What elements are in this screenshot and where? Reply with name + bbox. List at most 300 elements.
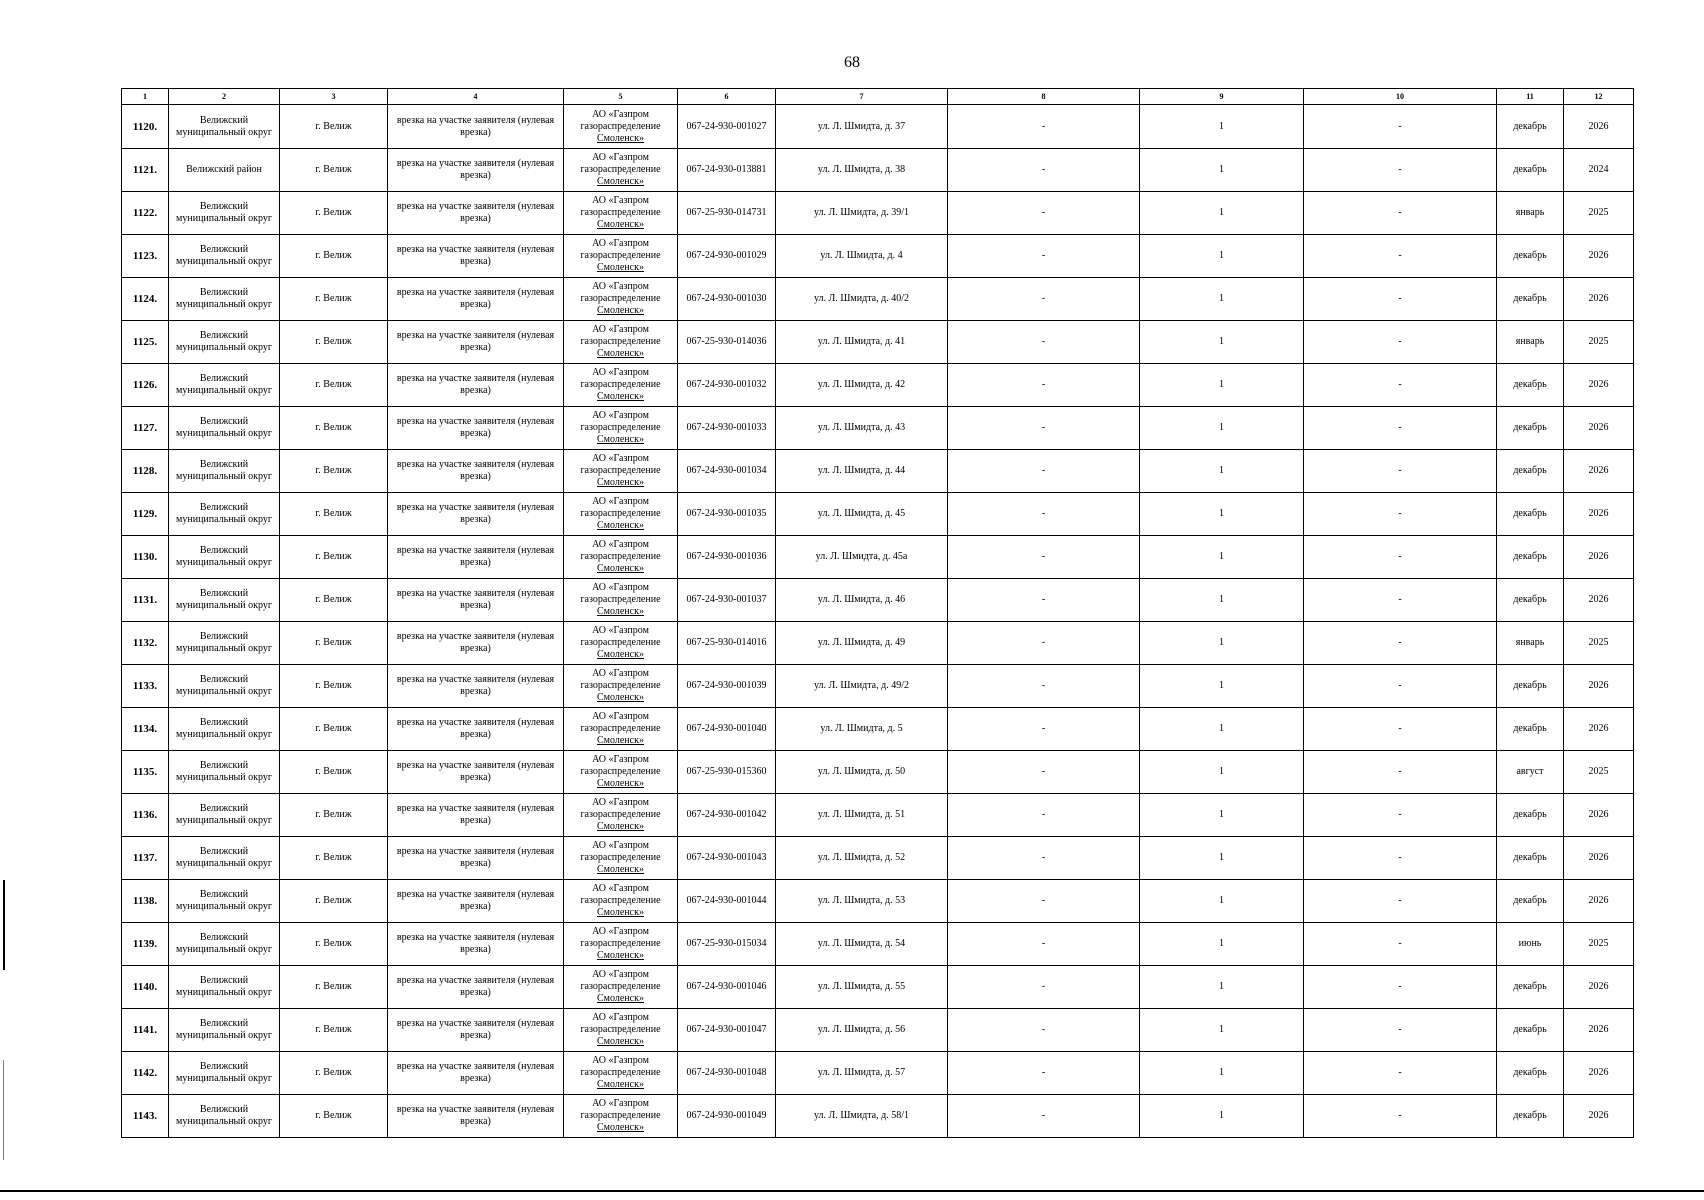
- application-code-cell: 067-24-930-001049: [678, 1095, 776, 1138]
- month-cell: декабрь: [1497, 364, 1564, 407]
- address-cell: ул. Л. Шмидта, д. 54: [776, 923, 948, 966]
- address-cell: ул. Л. Шмидта, д. 43: [776, 407, 948, 450]
- organization-cell: [564, 407, 678, 450]
- organization-cell: [564, 278, 678, 321]
- organization-branch: Смоленск»: [597, 305, 644, 316]
- column-9-value-cell: 1: [1140, 407, 1304, 450]
- settlement-cell: г. Велиж: [280, 278, 388, 321]
- column-9-value-cell: 1: [1140, 579, 1304, 622]
- column-9-value-cell: 1: [1140, 751, 1304, 794]
- settlement-cell: г. Велиж: [280, 880, 388, 923]
- row-number-cell: 1132.: [122, 622, 169, 665]
- work-type-cell: врезка на участке заявителя (нулевая врезка): [388, 192, 564, 235]
- column-10-value-cell: -: [1304, 622, 1497, 665]
- table-row: [122, 493, 1634, 536]
- settlement-cell: г. Велиж: [280, 235, 388, 278]
- year-cell: 2026: [1564, 1052, 1634, 1095]
- work-type-cell: врезка на участке заявителя (нулевая врезка): [388, 923, 564, 966]
- header-cell: 3: [280, 89, 388, 105]
- header-cell: 4: [388, 89, 564, 105]
- application-code-cell: 067-24-930-001040: [678, 708, 776, 751]
- organization-branch: Смоленск»: [597, 262, 644, 273]
- column-9-value-cell: 1: [1140, 149, 1304, 192]
- organization-cell: [564, 708, 678, 751]
- column-9-value-cell: 1: [1140, 966, 1304, 1009]
- application-code-cell: 067-24-930-001042: [678, 794, 776, 837]
- column-8-value-cell: -: [948, 880, 1140, 923]
- address-cell: ул. Л. Шмидта, д. 58/1: [776, 1095, 948, 1138]
- column-10-value-cell: -: [1304, 880, 1497, 923]
- table-row: [122, 837, 1634, 880]
- district-name-cell: Велижский муниципальный округ: [169, 622, 280, 665]
- column-10-value-cell: -: [1304, 192, 1497, 235]
- year-cell: 2026: [1564, 407, 1634, 450]
- organization-name: АО «Газпром газораспределение: [580, 797, 661, 820]
- work-type-cell: врезка на участке заявителя (нулевая врезка): [388, 1095, 564, 1138]
- organization-cell: [564, 493, 678, 536]
- district-name-cell: Велижский район: [169, 149, 280, 192]
- address-cell: ул. Л. Шмидта, д. 42: [776, 364, 948, 407]
- column-9-value-cell: 1: [1140, 622, 1304, 665]
- organization-cell: [564, 622, 678, 665]
- address-cell: ул. Л. Шмидта, д. 51: [776, 794, 948, 837]
- application-code-cell: 067-24-930-001029: [678, 235, 776, 278]
- row-number-cell: 1136.: [122, 794, 169, 837]
- settlement-cell: г. Велиж: [280, 751, 388, 794]
- column-8-value-cell: -: [948, 235, 1140, 278]
- application-code-cell: 067-24-930-001044: [678, 880, 776, 923]
- address-cell: ул. Л. Шмидта, д. 55: [776, 966, 948, 1009]
- year-cell: 2026: [1564, 493, 1634, 536]
- column-9-value-cell: 1: [1140, 450, 1304, 493]
- organization-name: АО «Газпром газораспределение: [580, 711, 661, 734]
- district-name-cell: Велижский муниципальный округ: [169, 192, 280, 235]
- month-cell: декабрь: [1497, 708, 1564, 751]
- month-cell: декабрь: [1497, 536, 1564, 579]
- work-type-cell: врезка на участке заявителя (нулевая врезка): [388, 665, 564, 708]
- organization-cell: [564, 149, 678, 192]
- district-name-cell: Велижский муниципальный округ: [169, 1052, 280, 1095]
- month-cell: декабрь: [1497, 278, 1564, 321]
- table-row: [122, 105, 1634, 149]
- organization-name: АО «Газпром газораспределение: [580, 969, 661, 992]
- settlement-cell: г. Велиж: [280, 579, 388, 622]
- month-cell: декабрь: [1497, 880, 1564, 923]
- column-8-value-cell: -: [948, 837, 1140, 880]
- table-row: [122, 1052, 1634, 1095]
- year-cell: 2026: [1564, 235, 1634, 278]
- work-type-cell: врезка на участке заявителя (нулевая врезка): [388, 149, 564, 192]
- district-name-cell: Велижский муниципальный округ: [169, 407, 280, 450]
- row-number-cell: 1121.: [122, 149, 169, 192]
- work-type-cell: врезка на участке заявителя (нулевая врезка): [388, 321, 564, 364]
- column-8-value-cell: -: [948, 364, 1140, 407]
- organization-branch: Смоленск»: [597, 735, 644, 746]
- column-9-value-cell: 1: [1140, 1052, 1304, 1095]
- year-cell: 2026: [1564, 579, 1634, 622]
- district-name-cell: Велижский муниципальный округ: [169, 105, 280, 149]
- organization-name: АО «Газпром газораспределение: [580, 539, 661, 562]
- organization-name: АО «Газпром газораспределение: [580, 1012, 661, 1035]
- organization-name: АО «Газпром газораспределение: [580, 840, 661, 863]
- district-name-cell: Велижский муниципальный округ: [169, 966, 280, 1009]
- table-row: [122, 966, 1634, 1009]
- table-row: [122, 450, 1634, 493]
- organization-name: АО «Газпром газораспределение: [580, 324, 661, 347]
- header-cell: 6: [678, 89, 776, 105]
- settlement-cell: г. Велиж: [280, 837, 388, 880]
- year-cell: 2026: [1564, 450, 1634, 493]
- month-cell: декабрь: [1497, 665, 1564, 708]
- year-cell: 2026: [1564, 536, 1634, 579]
- address-cell: ул. Л. Шмидта, д. 40/2: [776, 278, 948, 321]
- work-type-cell: врезка на участке заявителя (нулевая врезка): [388, 708, 564, 751]
- gas-connection-register-table: [121, 88, 1634, 1138]
- column-8-value-cell: -: [948, 407, 1140, 450]
- table-row: [122, 407, 1634, 450]
- organization-branch: Смоленск»: [597, 563, 644, 574]
- organization-cell: [564, 1052, 678, 1095]
- column-8-value-cell: -: [948, 751, 1140, 794]
- column-8-value-cell: -: [948, 579, 1140, 622]
- address-cell: ул. Л. Шмидта, д. 52: [776, 837, 948, 880]
- district-name-cell: Велижский муниципальный округ: [169, 794, 280, 837]
- row-number-cell: 1131.: [122, 579, 169, 622]
- table-row: [122, 708, 1634, 751]
- settlement-cell: г. Велиж: [280, 450, 388, 493]
- address-cell: ул. Л. Шмидта, д. 41: [776, 321, 948, 364]
- column-9-value-cell: 1: [1140, 923, 1304, 966]
- organization-name: АО «Газпром газораспределение: [580, 668, 661, 691]
- application-code-cell: 067-24-930-001039: [678, 665, 776, 708]
- organization-cell: [564, 364, 678, 407]
- table-row: [122, 536, 1634, 579]
- application-code-cell: 067-24-930-001048: [678, 1052, 776, 1095]
- application-code-cell: 067-25-930-014036: [678, 321, 776, 364]
- organization-cell: [564, 751, 678, 794]
- table-row: [122, 321, 1634, 364]
- organization-name: АО «Газпром газораспределение: [580, 582, 661, 605]
- month-cell: август: [1497, 751, 1564, 794]
- work-type-cell: врезка на участке заявителя (нулевая врезка): [388, 579, 564, 622]
- organization-branch: Смоленск»: [597, 950, 644, 961]
- column-9-value-cell: 1: [1140, 105, 1304, 149]
- column-8-value-cell: -: [948, 321, 1140, 364]
- margin-mark: [3, 880, 5, 970]
- column-10-value-cell: -: [1304, 966, 1497, 1009]
- year-cell: 2025: [1564, 751, 1634, 794]
- work-type-cell: врезка на участке заявителя (нулевая врезка): [388, 536, 564, 579]
- row-number-cell: 1130.: [122, 536, 169, 579]
- organization-branch: Смоленск»: [597, 434, 644, 445]
- settlement-cell: г. Велиж: [280, 794, 388, 837]
- organization-name: АО «Газпром газораспределение: [580, 195, 661, 218]
- header-cell: 2: [169, 89, 280, 105]
- column-10-value-cell: -: [1304, 536, 1497, 579]
- settlement-cell: г. Велиж: [280, 665, 388, 708]
- column-10-value-cell: -: [1304, 278, 1497, 321]
- column-8-value-cell: -: [948, 966, 1140, 1009]
- organization-name: АО «Газпром газораспределение: [580, 496, 661, 519]
- column-10-value-cell: -: [1304, 579, 1497, 622]
- year-cell: 2025: [1564, 192, 1634, 235]
- settlement-cell: г. Велиж: [280, 923, 388, 966]
- organization-name: АО «Газпром газораспределение: [580, 367, 661, 390]
- address-cell: ул. Л. Шмидта, д. 38: [776, 149, 948, 192]
- district-name-cell: Велижский муниципальный округ: [169, 1095, 280, 1138]
- month-cell: декабрь: [1497, 235, 1564, 278]
- table-row: [122, 364, 1634, 407]
- work-type-cell: врезка на участке заявителя (нулевая врезка): [388, 493, 564, 536]
- column-10-value-cell: -: [1304, 450, 1497, 493]
- organization-name: АО «Газпром газораспределение: [580, 238, 661, 261]
- organization-branch: Смоленск»: [597, 692, 644, 703]
- settlement-cell: г. Велиж: [280, 407, 388, 450]
- column-9-value-cell: 1: [1140, 278, 1304, 321]
- district-name-cell: Велижский муниципальный округ: [169, 235, 280, 278]
- district-name-cell: Велижский муниципальный округ: [169, 450, 280, 493]
- organization-branch: Смоленск»: [597, 864, 644, 875]
- address-cell: ул. Л. Шмидта, д. 39/1: [776, 192, 948, 235]
- year-cell: 2026: [1564, 837, 1634, 880]
- column-10-value-cell: -: [1304, 1095, 1497, 1138]
- month-cell: январь: [1497, 192, 1564, 235]
- settlement-cell: г. Велиж: [280, 493, 388, 536]
- organization-cell: [564, 235, 678, 278]
- application-code-cell: 067-24-930-013881: [678, 149, 776, 192]
- month-cell: декабрь: [1497, 450, 1564, 493]
- header-cell: 5: [564, 89, 678, 105]
- settlement-cell: г. Велиж: [280, 1009, 388, 1052]
- organization-name: АО «Газпром газораспределение: [580, 453, 661, 476]
- district-name-cell: Велижский муниципальный округ: [169, 364, 280, 407]
- month-cell: декабрь: [1497, 837, 1564, 880]
- work-type-cell: врезка на участке заявителя (нулевая врезка): [388, 450, 564, 493]
- address-cell: ул. Л. Шмидта, д. 56: [776, 1009, 948, 1052]
- row-number-cell: 1143.: [122, 1095, 169, 1138]
- month-cell: декабрь: [1497, 1052, 1564, 1095]
- header-cell: 12: [1564, 89, 1634, 105]
- column-10-value-cell: -: [1304, 837, 1497, 880]
- application-code-cell: 067-24-930-001027: [678, 105, 776, 149]
- year-cell: 2026: [1564, 105, 1634, 149]
- column-9-value-cell: 1: [1140, 880, 1304, 923]
- organization-branch: Смоленск»: [597, 132, 644, 144]
- address-cell: ул. Л. Шмидта, д. 57: [776, 1052, 948, 1095]
- table-row: [122, 751, 1634, 794]
- row-number-cell: 1137.: [122, 837, 169, 880]
- district-name-cell: Велижский муниципальный округ: [169, 751, 280, 794]
- organization-name: АО «Газпром газораспределение: [580, 410, 661, 433]
- year-cell: 2026: [1564, 1095, 1634, 1138]
- settlement-cell: г. Велиж: [280, 192, 388, 235]
- organization-cell: [564, 105, 678, 149]
- column-8-value-cell: -: [948, 622, 1140, 665]
- page-number: 68: [844, 54, 860, 71]
- column-9-value-cell: 1: [1140, 536, 1304, 579]
- row-number-cell: 1124.: [122, 278, 169, 321]
- application-code-cell: 067-24-930-001047: [678, 1009, 776, 1052]
- column-10-value-cell: -: [1304, 493, 1497, 536]
- organization-branch: Смоленск»: [597, 778, 644, 789]
- column-9-value-cell: 1: [1140, 235, 1304, 278]
- month-cell: декабрь: [1497, 1095, 1564, 1138]
- margin-mark: [3, 1060, 4, 1160]
- work-type-cell: врезка на участке заявителя (нулевая врезка): [388, 235, 564, 278]
- row-number-cell: 1128.: [122, 450, 169, 493]
- column-10-value-cell: -: [1304, 149, 1497, 192]
- column-9-value-cell: 1: [1140, 493, 1304, 536]
- column-8-value-cell: -: [948, 450, 1140, 493]
- month-cell: декабрь: [1497, 149, 1564, 192]
- organization-branch: Смоленск»: [597, 649, 644, 660]
- district-name-cell: Велижский муниципальный округ: [169, 278, 280, 321]
- organization-cell: [564, 579, 678, 622]
- organization-branch: Смоленск»: [597, 1079, 644, 1090]
- month-cell: январь: [1497, 321, 1564, 364]
- month-cell: декабрь: [1497, 407, 1564, 450]
- column-9-value-cell: 1: [1140, 321, 1304, 364]
- organization-name: АО «Газпром газораспределение: [580, 926, 661, 949]
- district-name-cell: Велижский муниципальный округ: [169, 1009, 280, 1052]
- organization-cell: [564, 1095, 678, 1138]
- header-cell: 8: [948, 89, 1140, 105]
- row-number-cell: 1125.: [122, 321, 169, 364]
- work-type-cell: врезка на участке заявителя (нулевая врезка): [388, 105, 564, 149]
- column-10-value-cell: -: [1304, 364, 1497, 407]
- organization-branch: Смоленск»: [597, 219, 644, 230]
- row-number-cell: 1123.: [122, 235, 169, 278]
- year-cell: 2024: [1564, 149, 1634, 192]
- address-cell: ул. Л. Шмидта, д. 50: [776, 751, 948, 794]
- settlement-cell: г. Велиж: [280, 1095, 388, 1138]
- column-9-value-cell: 1: [1140, 794, 1304, 837]
- work-type-cell: врезка на участке заявителя (нулевая врезка): [388, 1009, 564, 1052]
- column-9-value-cell: 1: [1140, 665, 1304, 708]
- row-number-cell: 1126.: [122, 364, 169, 407]
- application-code-cell: 067-24-930-001033: [678, 407, 776, 450]
- district-name-cell: Велижский муниципальный округ: [169, 536, 280, 579]
- application-code-cell: 067-25-930-015034: [678, 923, 776, 966]
- column-10-value-cell: -: [1304, 1052, 1497, 1095]
- column-10-value-cell: -: [1304, 1009, 1497, 1052]
- work-type-cell: врезка на участке заявителя (нулевая врезка): [388, 751, 564, 794]
- column-9-value-cell: 1: [1140, 192, 1304, 235]
- settlement-cell: г. Велиж: [280, 708, 388, 751]
- district-name-cell: Велижский муниципальный округ: [169, 880, 280, 923]
- work-type-cell: врезка на участке заявителя (нулевая врезка): [388, 278, 564, 321]
- table-row: [122, 622, 1634, 665]
- organization-name: АО «Газпром газораспределение: [580, 883, 661, 906]
- address-cell: ул. Л. Шмидта, д. 44: [776, 450, 948, 493]
- organization-cell: [564, 880, 678, 923]
- district-name-cell: Велижский муниципальный округ: [169, 923, 280, 966]
- row-number-cell: 1138.: [122, 880, 169, 923]
- settlement-cell: г. Велиж: [280, 536, 388, 579]
- column-9-value-cell: 1: [1140, 1095, 1304, 1138]
- year-cell: 2026: [1564, 794, 1634, 837]
- column-10-value-cell: -: [1304, 235, 1497, 278]
- organization-cell: [564, 536, 678, 579]
- year-cell: 2026: [1564, 708, 1634, 751]
- application-code-cell: 067-24-930-001037: [678, 579, 776, 622]
- organization-branch: Смоленск»: [597, 993, 644, 1004]
- column-9-value-cell: 1: [1140, 364, 1304, 407]
- month-cell: январь: [1497, 622, 1564, 665]
- application-code-cell: 067-24-930-001046: [678, 966, 776, 1009]
- table-row: [122, 665, 1634, 708]
- column-8-value-cell: -: [948, 536, 1140, 579]
- settlement-cell: г. Велиж: [280, 149, 388, 192]
- address-cell: ул. Л. Шмидта, д. 45: [776, 493, 948, 536]
- table-header: [122, 89, 1634, 105]
- header-cell: 10: [1304, 89, 1497, 105]
- table-row: [122, 149, 1634, 192]
- district-name-cell: Велижский муниципальный округ: [169, 665, 280, 708]
- year-cell: 2026: [1564, 665, 1634, 708]
- application-code-cell: 067-24-930-001036: [678, 536, 776, 579]
- district-name-cell: Велижский муниципальный округ: [169, 708, 280, 751]
- month-cell: июнь: [1497, 923, 1564, 966]
- row-number-cell: 1134.: [122, 708, 169, 751]
- work-type-cell: врезка на участке заявителя (нулевая врезка): [388, 966, 564, 1009]
- organization-cell: [564, 966, 678, 1009]
- header-row: [122, 89, 1634, 105]
- settlement-cell: г. Велиж: [280, 1052, 388, 1095]
- column-8-value-cell: -: [948, 665, 1140, 708]
- row-number-cell: 1133.: [122, 665, 169, 708]
- organization-cell: [564, 321, 678, 364]
- column-9-value-cell: 1: [1140, 1009, 1304, 1052]
- column-9-value-cell: 1: [1140, 837, 1304, 880]
- application-code-cell: 067-24-930-001030: [678, 278, 776, 321]
- application-code-cell: 067-24-930-001043: [678, 837, 776, 880]
- row-number-cell: 1141.: [122, 1009, 169, 1052]
- organization-branch: Смоленск»: [597, 1036, 644, 1047]
- address-cell: ул. Л. Шмидта, д. 45а: [776, 536, 948, 579]
- column-8-value-cell: -: [948, 149, 1140, 192]
- application-code-cell: 067-24-930-001032: [678, 364, 776, 407]
- column-8-value-cell: -: [948, 493, 1140, 536]
- organization-branch: Смоленск»: [597, 348, 644, 359]
- table-row: [122, 579, 1634, 622]
- address-cell: ул. Л. Шмидта, д. 49/2: [776, 665, 948, 708]
- settlement-cell: г. Велиж: [280, 966, 388, 1009]
- organization-branch: Смоленск»: [597, 606, 644, 617]
- month-cell: декабрь: [1497, 579, 1564, 622]
- application-code-cell: 067-24-930-001035: [678, 493, 776, 536]
- organization-branch: Смоленск»: [597, 907, 644, 918]
- row-number-cell: 1129.: [122, 493, 169, 536]
- application-code-cell: 067-25-930-014731: [678, 192, 776, 235]
- work-type-cell: врезка на участке заявителя (нулевая врезка): [388, 1052, 564, 1095]
- organization-name: АО «Газпром газораспределение: [580, 1055, 661, 1078]
- address-cell: ул. Л. Шмидта, д. 5: [776, 708, 948, 751]
- column-10-value-cell: -: [1304, 794, 1497, 837]
- organization-cell: [564, 923, 678, 966]
- header-cell: 7: [776, 89, 948, 105]
- organization-name: АО «Газпром газораспределение: [580, 108, 661, 132]
- month-cell: декабрь: [1497, 1009, 1564, 1052]
- table-row: [122, 278, 1634, 321]
- organization-cell: [564, 450, 678, 493]
- work-type-cell: врезка на участке заявителя (нулевая врезка): [388, 794, 564, 837]
- month-cell: декабрь: [1497, 493, 1564, 536]
- year-cell: 2026: [1564, 880, 1634, 923]
- column-8-value-cell: -: [948, 105, 1140, 149]
- header-cell: 11: [1497, 89, 1564, 105]
- column-8-value-cell: -: [948, 1009, 1140, 1052]
